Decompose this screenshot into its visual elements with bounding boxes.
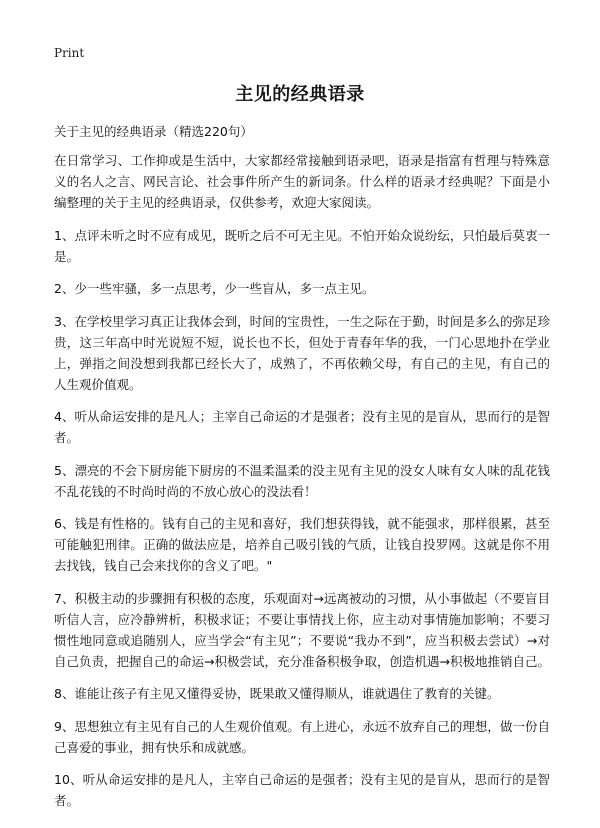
- quote-item: 4、听从命运安排的是凡人；主宰自己命运的才是强者；没有主见的是盲从，思而行的是智者。: [54, 409, 550, 445]
- page-title: 主见的经典语录: [235, 84, 365, 105]
- quote-item: 1、点评未听之时不应有成见，既听之后不可无主见。不怕开始众说纷纭，只怕最后莫衷一是。: [54, 227, 550, 264]
- document-subtitle: 关于主见的经典语录（精选220句）: [54, 124, 253, 139]
- quote-item: 3、在学校里学习真正让我体会到，时间的宝贵性，一生之际在于勤，时间是多么的弥足珍贵，这三年高中时光说短不短，说长也不长，但处于青春年华的我，一门心思地扑在学业上，弹指之间没想到我都已经长大了，成熟了，不再依赖父母，有自己的主见，有自己的人生观价值观。: [54, 313, 550, 392]
- quote-item: 7、积极主动的步骤拥有积极的态度，乐观面对→远离被动的习惯，从小事做起（不要盲目听信人言，应冷静辨析，积极求证；不要让事情找上你，应主动对事情施加影响；不要习惯性地同意或追随别人，应当学会“有主见”；不要说“我办不到”，应当积极去尝试）→对自己负责，把握自己的命运→积极尝试，充分准备积极争取，创造机遇→积极地推销自己。: [54, 590, 550, 669]
- quote-item: 6、钱是有性格的。钱有自己的主见和喜好，我们想获得钱，就不能强求，那样很累，甚至可能触犯刑律。正确的做法应是，培养自己吸引钱的气质，让钱自投罗网。这就是你不用去找钱，钱自己会来找你的含义了吧。": [54, 516, 550, 573]
- document-body: [54, 150, 550, 823]
- quote-item: 2、少一些牢骚，多一点思考，少一些盲从，多一点主见。: [54, 281, 375, 296]
- quote-item: 8、谁能让孩子有主见又懂得妥协，既果敢又懂得顺从，谁就遇住了教育的关键。: [54, 686, 500, 701]
- quote-item: 10、听从命运安排的是凡人，主宰自己命运的是强者；没有主见的是盲从，思而行的是智者。: [54, 772, 550, 808]
- quote-item: 9、思想独立有主见有自己的人生观价值观。有上进心，永远不放弃自己的理想，做一份自己喜爱的事业，拥有快乐和成就感。: [54, 718, 550, 755]
- print-link[interactable]: Print: [54, 46, 85, 60]
- intro-paragraph: 在日常学习、工作抑或是生活中，大家都经常接触到语录吧，语录是指富有哲理与特殊意义的名人之言、网民言论、社会事件所产生的新词条。什么样的语录才经典呢？下面是小编整理的关于主见的经典语录，仅供参考，欢迎大家阅读。: [54, 153, 550, 210]
- quote-item: 5、漂亮的不会下厨房能下厨房的不温柔温柔的没主见有主见的没女人味有女人味的乱花钱不乱花钱的不时尚时尚的不放心放心的没法看！: [54, 462, 550, 499]
